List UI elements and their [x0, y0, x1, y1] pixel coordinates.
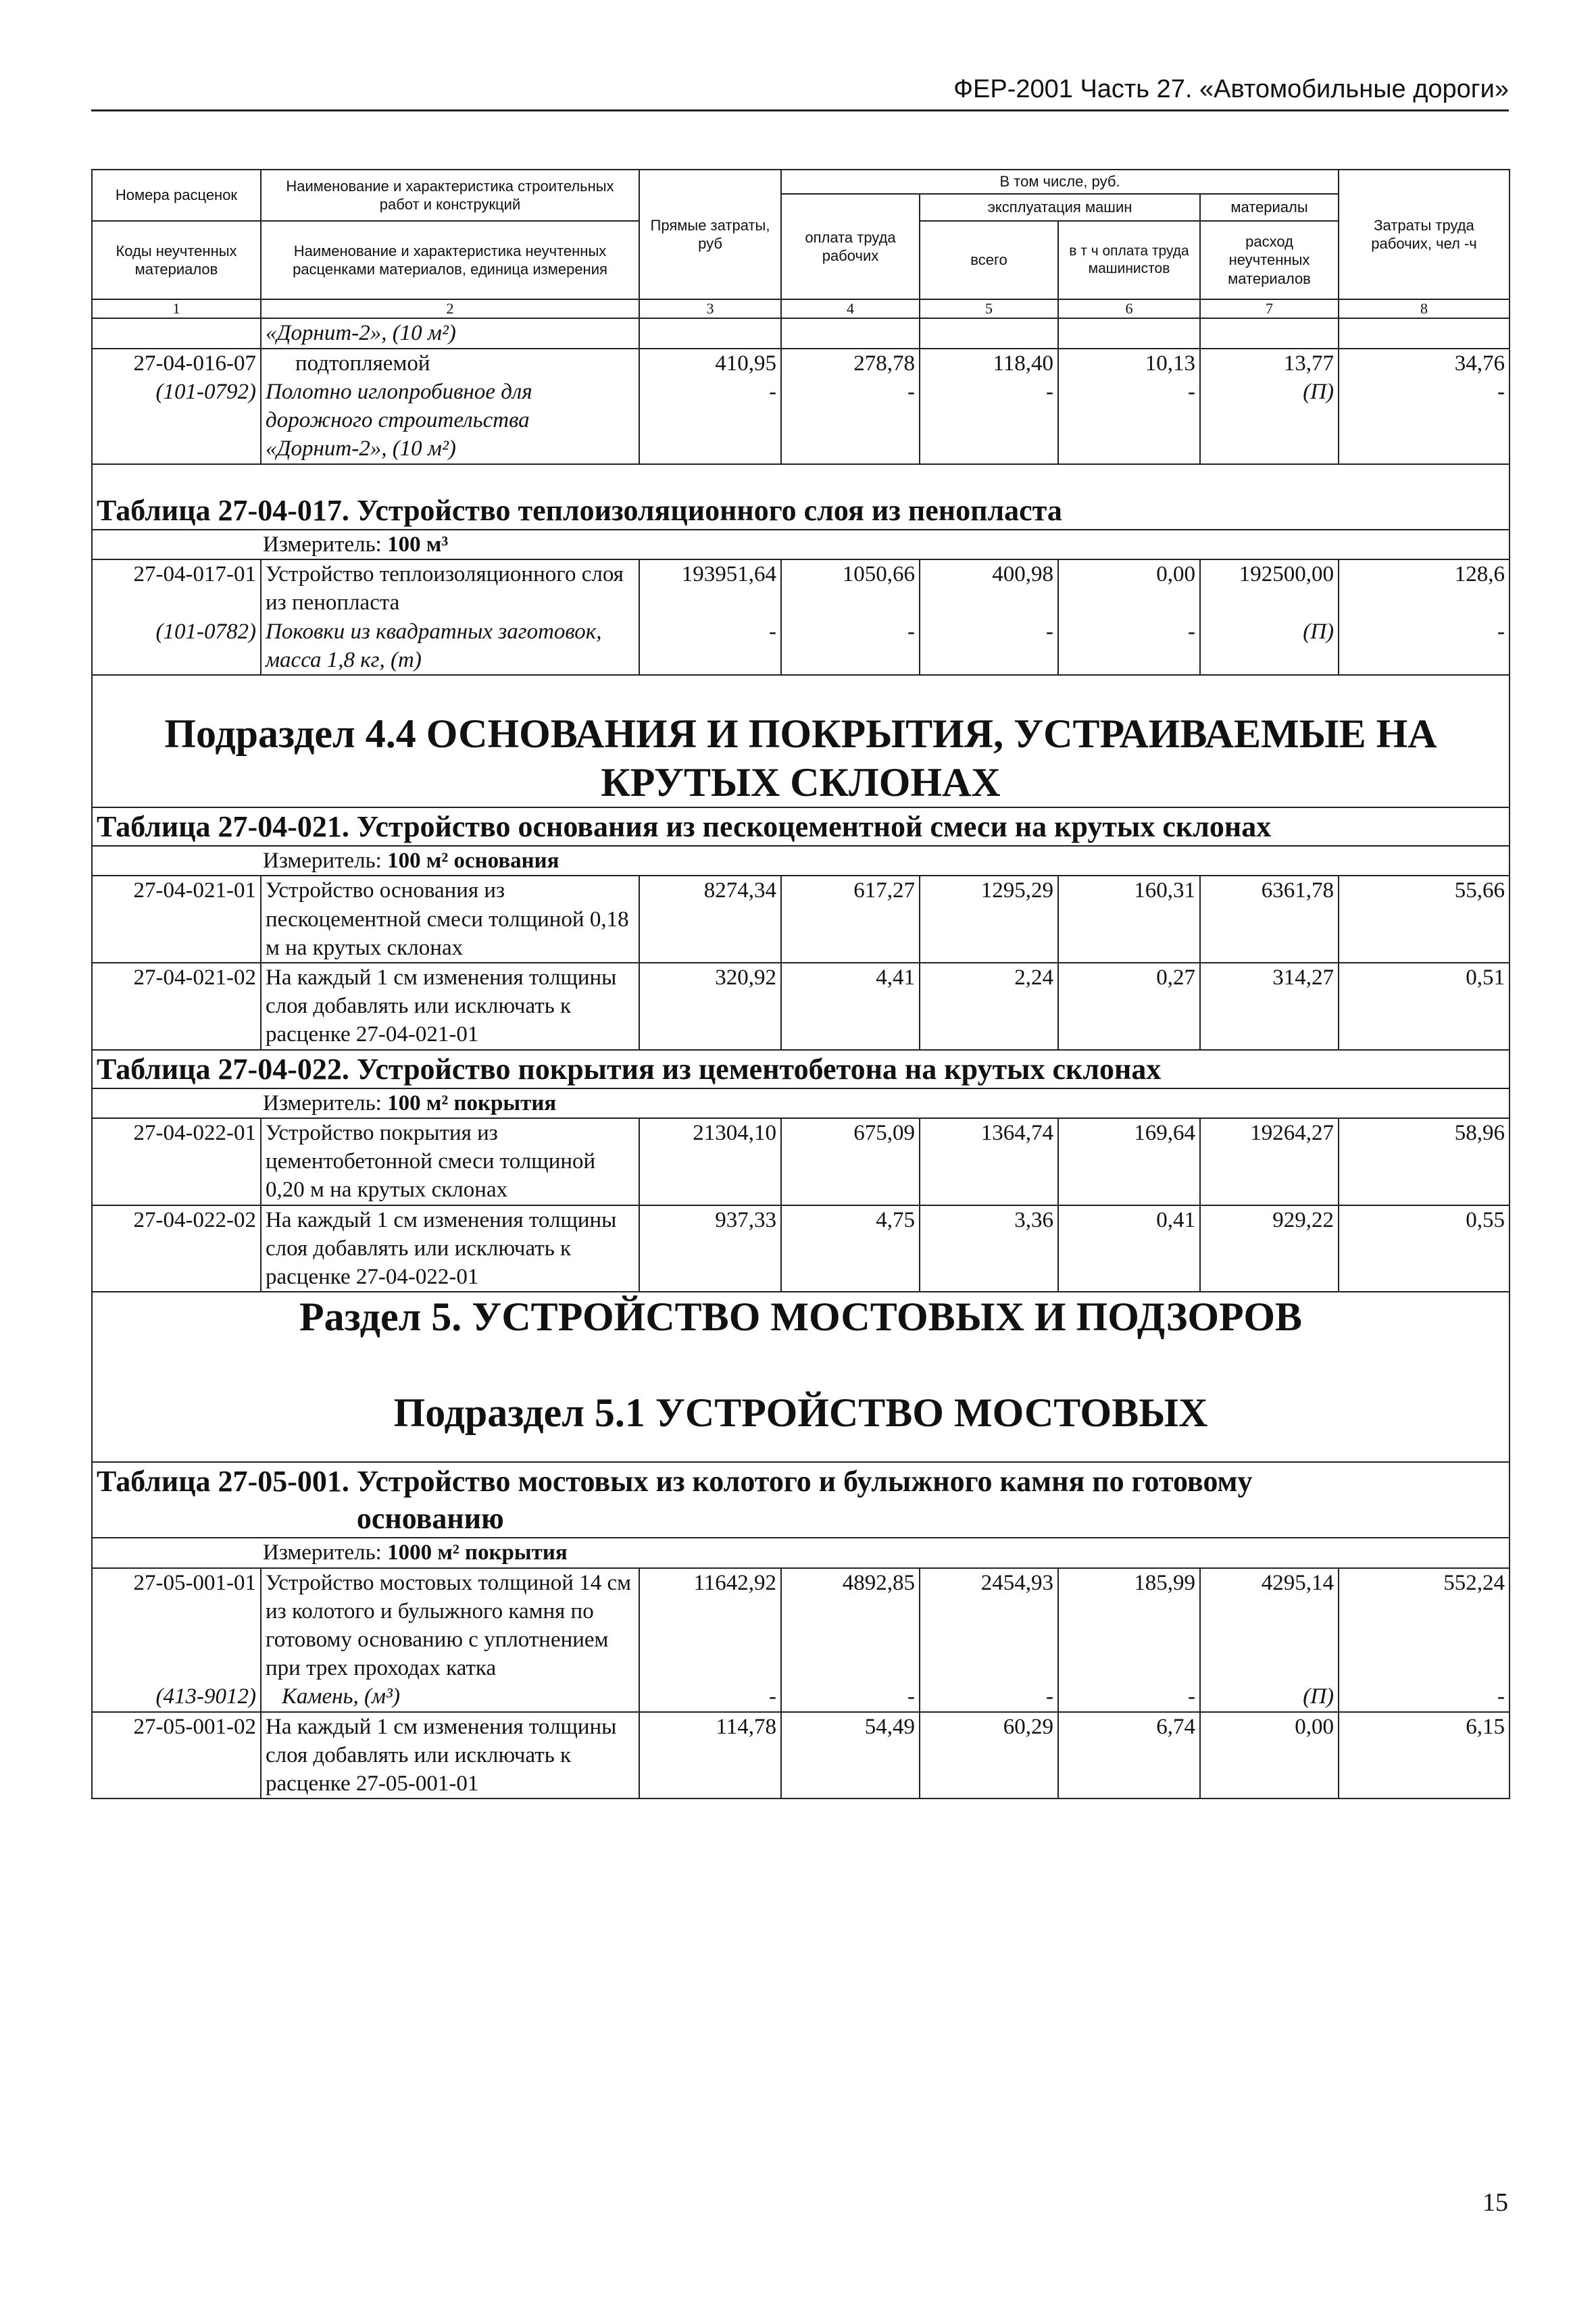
- col-labor-head: оплата труда рабочих: [781, 194, 920, 299]
- labor-cost: 54,49: [781, 1712, 920, 1799]
- dash: -: [920, 378, 1058, 464]
- col-name-head: Наименование и характеристика строительных работ и конструкций: [261, 170, 639, 221]
- labor-hours: 552,24: [1339, 1568, 1510, 1683]
- labor-hours: 0,55: [1339, 1205, 1510, 1292]
- rate-row: [92, 349, 1510, 378]
- machines-cost: 3,36: [920, 1205, 1058, 1292]
- table-title: Таблица 27-04-022. Устройство покрытия из цементобетона на крутых склонах: [92, 1050, 1510, 1088]
- material-row: [92, 1682, 1510, 1711]
- rate-code: 27-04-021-02: [92, 963, 261, 1050]
- section-row: [92, 1292, 1510, 1462]
- materials-cost: 13,77: [1200, 349, 1339, 378]
- rate-name: Устройство теплоизоляционного слоя из пенопласта: [261, 559, 639, 617]
- materials-cost: 929,22: [1200, 1205, 1339, 1292]
- rate-row: [92, 1205, 1510, 1292]
- rate-code: 27-05-001-01: [92, 1568, 261, 1683]
- col-machinists-head: в т ч оплата труда машинистов: [1058, 221, 1200, 299]
- meter-label: Измеритель:: [263, 849, 382, 874]
- column-number: 6: [1058, 299, 1200, 318]
- material-code: (101-0782): [92, 618, 261, 675]
- meter-value: 100 м³: [387, 532, 449, 557]
- rate-row: [92, 1712, 1510, 1799]
- material-name: «Дорнит-2», (10 м²): [261, 318, 639, 348]
- dash: -: [920, 618, 1058, 675]
- dash: -: [639, 378, 781, 464]
- dash: -: [781, 378, 920, 464]
- machines-cost: 400,98: [920, 559, 1058, 617]
- rate-code: 27-04-017-01: [92, 559, 261, 617]
- rate-code: 27-05-001-02: [92, 1712, 261, 1799]
- table-title-row: [92, 1050, 1510, 1088]
- labor-hours: 128,6: [1339, 559, 1510, 617]
- meter-value: 100 м² покрытия: [387, 1090, 557, 1115]
- rate-name: Устройство основания из пескоцементной смеси толщиной 0,18 м на крутых склонах: [261, 876, 639, 963]
- machines-cost: 1295,29: [920, 876, 1058, 963]
- running-title: ФЕР-2001 Часть 27. «Автомобильные дороги»: [953, 75, 1509, 103]
- subsection-title: Подраздел 5.1 УСТРОЙСТВО МОСТОВЫХ: [393, 1390, 1208, 1436]
- machinists-cost: 185,99: [1058, 1568, 1200, 1683]
- machinists-cost: 10,13: [1058, 349, 1200, 378]
- rate-row: [92, 1568, 1510, 1683]
- materials-cost: 314,27: [1200, 963, 1339, 1050]
- direct-cost: 11642,92: [639, 1568, 781, 1683]
- labor-cost: 278,78: [781, 349, 920, 378]
- group-head: В том числе, руб.: [781, 170, 1339, 194]
- col-direct-head: Прямые затраты, руб: [639, 170, 781, 299]
- meter-row: [92, 846, 1510, 876]
- dash: -: [781, 1682, 920, 1711]
- rate-name: На каждый 1 см изменения толщины слоя добавлять или исключать к расценке 27-05-001-01: [261, 1712, 639, 1799]
- machines-cost: 2,24: [920, 963, 1058, 1050]
- column-number: 1: [92, 299, 261, 318]
- dash: -: [1058, 1682, 1200, 1711]
- material-row: [92, 618, 1510, 675]
- column-number: 8: [1339, 299, 1510, 318]
- col-hours-head: Затраты труда рабочих, чел -ч: [1339, 170, 1510, 299]
- column-number: 7: [1200, 299, 1339, 318]
- dash: -: [639, 618, 781, 675]
- col-material-codes-head: Коды неучтенных материалов: [92, 221, 261, 299]
- col-materials-head: расход неучтенных материалов: [1200, 221, 1339, 299]
- labor-cost: 1050,66: [781, 559, 920, 617]
- labor-cost: 675,09: [781, 1118, 920, 1205]
- materials-cost: 0,00: [1200, 1712, 1339, 1799]
- machines-cost: 118,40: [920, 349, 1058, 378]
- column-number: 3: [639, 299, 781, 318]
- dash: -: [1339, 1682, 1510, 1711]
- rate-code: 27-04-022-02: [92, 1205, 261, 1292]
- labor-cost: 4,41: [781, 963, 920, 1050]
- direct-cost: 937,33: [639, 1205, 781, 1292]
- direct-cost: 320,92: [639, 963, 781, 1050]
- machines-cost: 60,29: [920, 1712, 1058, 1799]
- meter-row: [92, 1538, 1510, 1567]
- material-marker: (П): [1200, 378, 1339, 464]
- column-numbers-row: [92, 299, 1510, 318]
- rate-name: Устройство мостовых толщиной 14 см из колотого и булыжного камня по готовому основанию с уплотнением при трех проходах катка: [261, 1568, 639, 1683]
- labor-hours: 0,51: [1339, 963, 1510, 1050]
- machines-cost: 1364,74: [920, 1118, 1058, 1205]
- rate-name: Устройство покрытия из цементобетонной смеси толщиной 0,20 м на крутых склонах: [261, 1118, 639, 1205]
- machinists-cost: 169,64: [1058, 1118, 1200, 1205]
- direct-cost: 410,95: [639, 349, 781, 378]
- material-marker: (П): [1200, 618, 1339, 675]
- subsection-row: [92, 675, 1510, 807]
- column-number: 4: [781, 299, 920, 318]
- dash: -: [920, 1682, 1058, 1711]
- materials-head: материалы: [1200, 194, 1339, 221]
- labor-hours: 34,76: [1339, 349, 1510, 378]
- meter-label: Измеритель:: [263, 1090, 382, 1115]
- meter-label: Измеритель:: [263, 1540, 382, 1565]
- table-title: Таблица 27-04-021. Устройство основания из пескоцементной смеси на крутых склонах: [92, 807, 1510, 846]
- meter-row: [92, 1088, 1510, 1118]
- labor-hours: 58,96: [1339, 1118, 1510, 1205]
- labor-hours: 55,66: [1339, 876, 1510, 963]
- column-number: 2: [261, 299, 639, 318]
- dash: -: [639, 1682, 781, 1711]
- continuation-row: [92, 318, 1510, 348]
- material-code: (413-9012): [92, 1682, 261, 1711]
- dash: -: [1339, 378, 1510, 464]
- col-codes-head: Номера расценок: [92, 170, 261, 221]
- rate-row: [92, 1118, 1510, 1205]
- rate-name: На каждый 1 см изменения толщины слоя добавлять или исключать к расценке 27-04-022-01: [261, 1205, 639, 1292]
- labor-hours: 6,15: [1339, 1712, 1510, 1799]
- rate-code: 27-04-021-01: [92, 876, 261, 963]
- labor-cost: 4892,85: [781, 1568, 920, 1683]
- material-name: Полотно иглопробивное для дорожного строительства «Дорнит-2», (10 м²): [261, 378, 639, 464]
- rate-name: подтопляемой: [261, 349, 639, 378]
- materials-cost: 4295,14: [1200, 1568, 1339, 1683]
- machinists-cost: 0,27: [1058, 963, 1200, 1050]
- rate-code: 27-04-022-01: [92, 1118, 261, 1205]
- materials-cost: 19264,27: [1200, 1118, 1339, 1205]
- machinists-cost: 0,00: [1058, 559, 1200, 617]
- direct-cost: 193951,64: [639, 559, 781, 617]
- material-name: Поковки из квадратных заготовок, масса 1,8 кг, (т): [261, 618, 639, 675]
- material-code: (101-0792): [92, 378, 261, 464]
- dash: -: [1058, 378, 1200, 464]
- rate-row: [92, 963, 1510, 1050]
- material-name: Камень, (м³): [261, 1682, 639, 1711]
- table-number: Таблица 27-05-001.: [97, 1465, 349, 1499]
- materials-cost: 192500,00: [1200, 559, 1339, 617]
- col-material-name-head: Наименование и характеристика неучтенных расценками материалов, единица измерения: [261, 221, 639, 299]
- rate-name: На каждый 1 см изменения толщины слоя добавлять или исключать к расценке 27-04-021-01: [261, 963, 639, 1050]
- table-title-row: [92, 464, 1510, 530]
- material-row: [92, 378, 1510, 464]
- materials-cost: 6361,78: [1200, 876, 1339, 963]
- direct-cost: 114,78: [639, 1712, 781, 1799]
- col-machines-total-head: всего: [920, 221, 1058, 299]
- meter-label: Измеритель:: [263, 532, 382, 557]
- labor-cost: 617,27: [781, 876, 920, 963]
- machines-cost: 2454,93: [920, 1568, 1058, 1683]
- machines-head: эксплуатация машин: [920, 194, 1200, 221]
- meter-value: 100 м² основания: [387, 849, 559, 874]
- table-title-row: [92, 1462, 1510, 1538]
- machinists-cost: 160,31: [1058, 876, 1200, 963]
- table-title-row: [92, 807, 1510, 846]
- rate-row: [92, 876, 1510, 963]
- running-header: [91, 68, 1509, 111]
- page-number: 15: [1482, 2188, 1508, 2217]
- section-title: Раздел 5. УСТРОЙСТВО МОСТОВЫХ И ПОДЗОРОВ: [299, 1294, 1303, 1340]
- table-title: Устройство мостовых из колотого и булыжного камня по готовому основанию: [356, 1465, 1253, 1536]
- table-title: Таблица 27-04-017. Устройство теплоизоляционного слоя из пенопласта: [92, 464, 1510, 530]
- machinists-cost: 0,41: [1058, 1205, 1200, 1292]
- rate-code: 27-04-016-07: [92, 349, 261, 378]
- labor-cost: 4,75: [781, 1205, 920, 1292]
- machinists-cost: 6,74: [1058, 1712, 1200, 1799]
- rates-table: [91, 169, 1509, 1799]
- dash: -: [1339, 618, 1510, 675]
- meter-value: 1000 м² покрытия: [387, 1540, 568, 1565]
- column-number: 5: [920, 299, 1058, 318]
- dash: -: [1058, 618, 1200, 675]
- header-row-1: [92, 170, 1510, 194]
- meter-row: [92, 530, 1510, 559]
- direct-cost: 21304,10: [639, 1118, 781, 1205]
- subsection-title: Подраздел 4.4 ОСНОВАНИЯ И ПОКРЫТИЯ, УСТРАИВАЕМЫЕ НА КРУТЫХ СКЛОНАХ: [92, 675, 1510, 807]
- direct-cost: 8274,34: [639, 876, 781, 963]
- material-marker: (П): [1200, 1682, 1339, 1711]
- rate-row: [92, 559, 1510, 617]
- dash: -: [781, 618, 920, 675]
